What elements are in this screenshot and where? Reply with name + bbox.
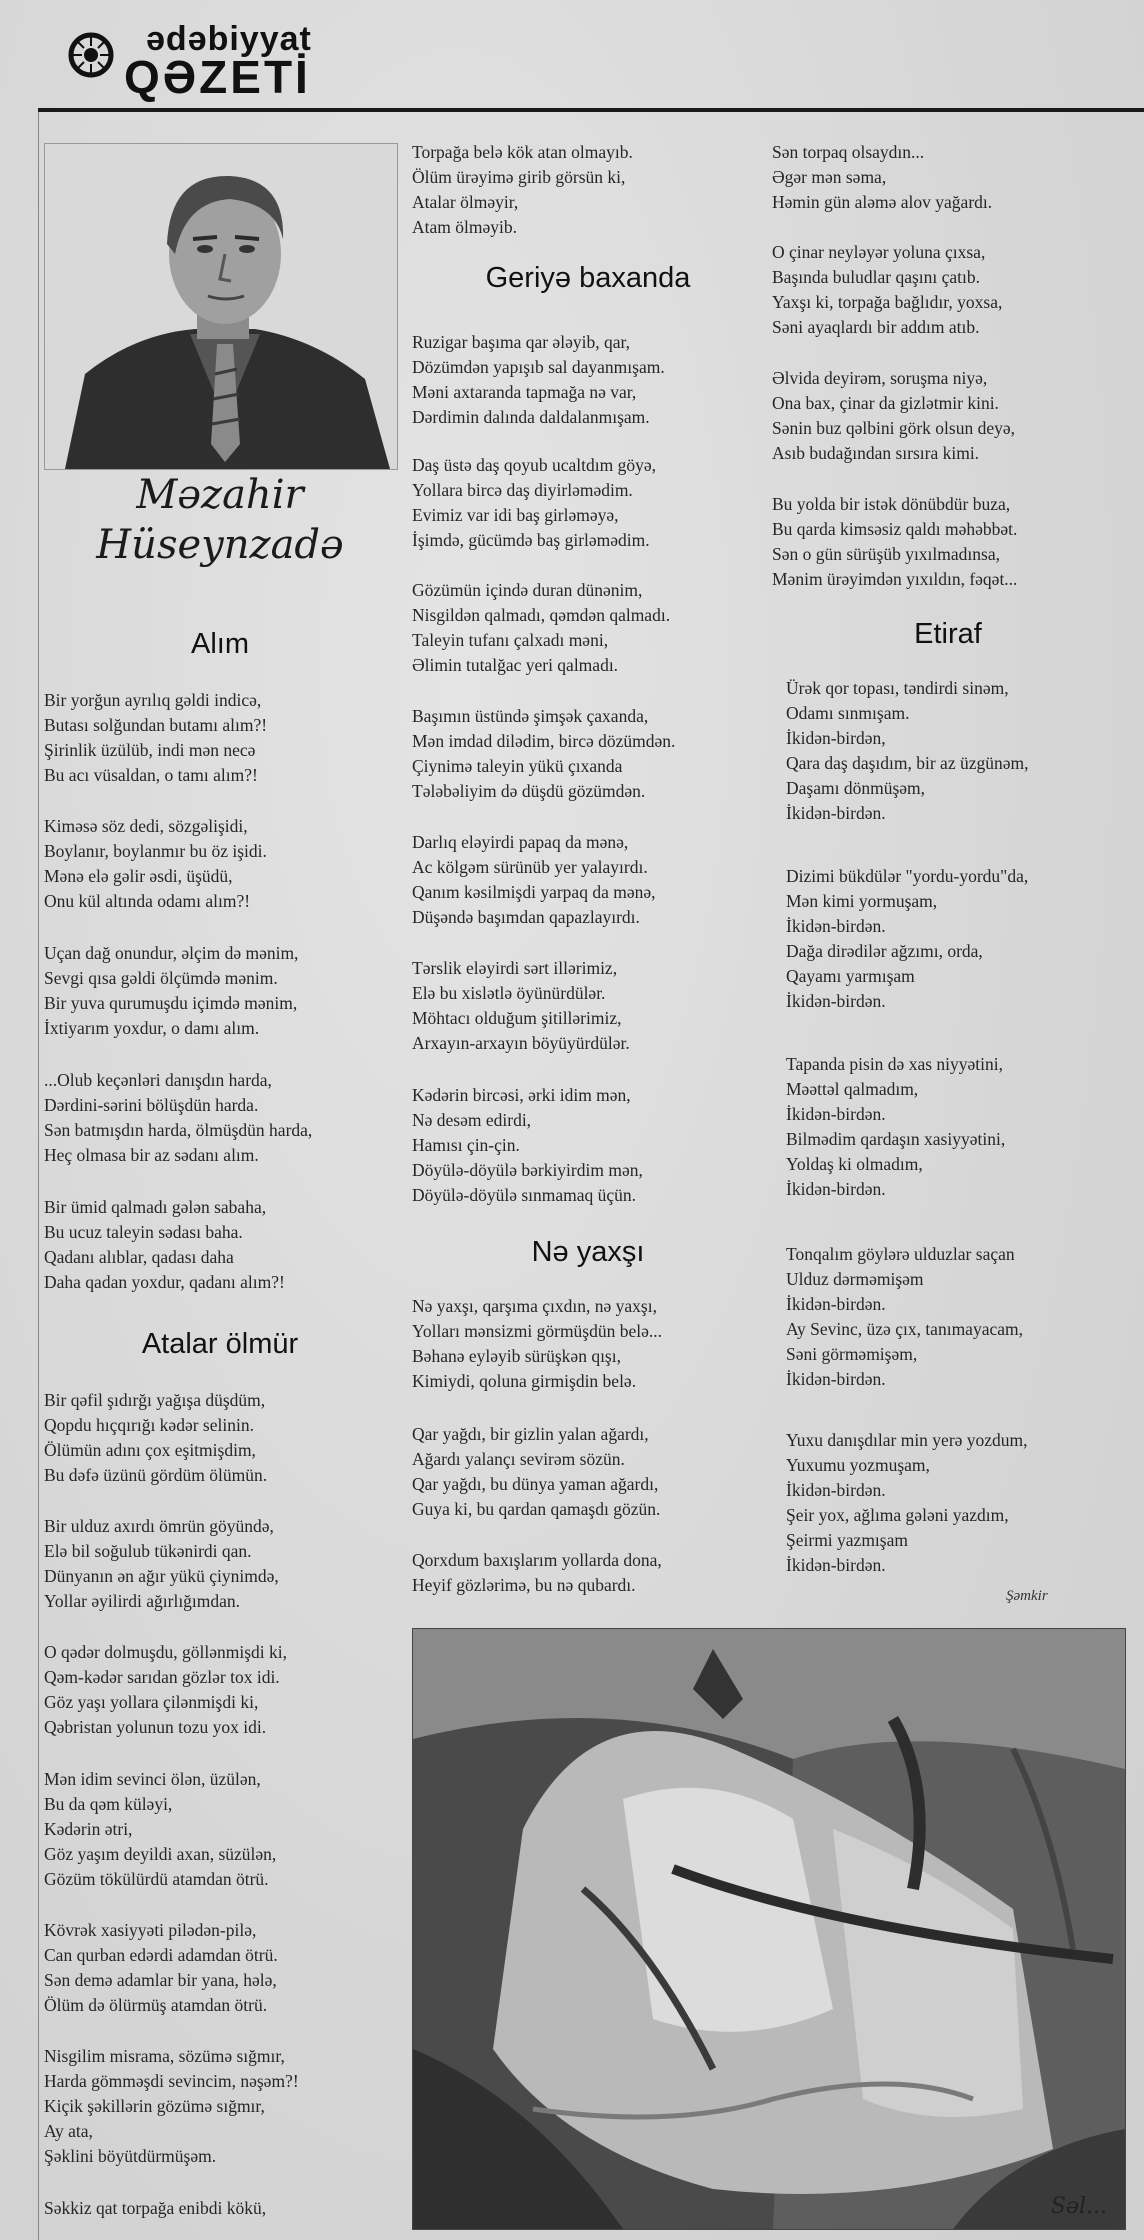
abstract-painting-image xyxy=(412,1628,1126,2230)
stanza: Uçan dağ onundur, əlçim də mənim, Sevgi qısa gəldi ölçümdə mənim. Bir yuva qurumuşdu içimdə mənim, İxtiyarım yoxdur, o damı alım. xyxy=(44,943,299,1038)
poem-title-etiraf: Etiraf xyxy=(914,618,982,650)
stanza: Mən idim sevinci ölən, üzülən, Bu da qəm küləyi, Kədərin ətri, Göz yaşım deyildi axan, süzülən, Gözüm tökülürdü atamdan ötrü. xyxy=(44,1769,277,1889)
stanza: Əlvida deyirəm, soruşma niyə, Ona bax, çinar da gizlətmir kini. Sənin buz qəlbini görk olsun deyə, Asıb budağından sırsıra kimi. xyxy=(772,368,1016,463)
stanza: Səkkiz qat torpağa enibdi kökü, xyxy=(44,2198,267,2218)
stanza: Kədərin bircəsi, ərki idim mən, Nə desəm edirdi, Hamısı çin-çin. Döyülə-döyülə bərkiyirdim mən, Döyülə-döyülə sınmamaq üçün. xyxy=(412,1085,643,1205)
stanza: Dizimi bükdülər "yordu-yordu"da, Mən kimi yormuşam, İkidən-birdən. Dağa dirədilər ağzımı, orda, Qayamı yarmışam İkidən-birdən. xyxy=(786,866,1029,1011)
stanza: Başımın üstündə şimşək çaxanda, Mən imdad dilədim, bircə dözümdən. Çiynimə taleyin yükü çıxanda Tələbəliyim də düşdü gözümdən. xyxy=(412,706,676,801)
stanza: ...Olub keçənləri danışdın harda, Dərdini-sərini bölüşdün harda. Sən batmışdın harda, ölmüşdün harda, Heç olmasa bir az sədanı alım. xyxy=(44,1070,313,1165)
stanza: Nə yaxşı, qarşıma çıxdın, nə yaxşı, Yolları mənsizmi görmüşdün belə... Bəhanə eyləyib sürüşkən qışı, Kimiydi, qoluna girmişdin belə. xyxy=(412,1296,663,1391)
stanza: Bir qəfil şıdırğı yağışa düşdüm, Qopdu hıçqırığı kədər selinin. Ölümün adını çox eşitmişdim, Bu dəfə üzünü gördüm ölümün. xyxy=(44,1390,268,1485)
stanza: Qar yağdı, bir gizlin yalan ağardı, Ağardı yalançı sevirəm sözün. Qar yağdı, bu dünya yaman ağardı, Guya ki, bu qardan qamaşdı gözün. xyxy=(412,1424,661,1519)
masthead-line1: ədəbiyyat xyxy=(146,20,312,58)
stanza: Sən torpaq olsaydın... Əgər mən səma, Həmin gün aləmə alov yağardı. xyxy=(772,142,993,212)
stanza: Kiməsə söz dedi, sözgəlişidi, Boylanır, boylanmır bu öz işidi. Mənə elə gəlir əsdi, üşüdü, Onu kül altında odamı alım?! xyxy=(44,816,267,911)
stanza: Gözümün içində duran dünənim, Nisgildən qalmadı, qəmdən qalmadı. Taleyin tufanı çalxadı məni, Əlimin tutalğac yeri qalmadı. xyxy=(412,580,671,675)
stanza: Nisgilim misrama, sözümə sığmır, Harda gömməşdi sevincim, nəşəm?! Kiçik şəkillərin gözümə sığmır, Ay ata, Şəklini böyütdürmüşəm. xyxy=(44,2046,299,2166)
stanza: Yuxu danışdılar min yerə yozdum, Yuxumu yozmuşam, İkidən-birdən. Şeir yox, ağlıma gələni yazdım, Şeirmi yazmışam İkidən-birdən. xyxy=(786,1430,1028,1575)
stanza: Darlıq eləyirdi papaq da mənə, Ac kölgəm sürünüb yer yalayırdı. Qanım kəsilmişdi yarpaq da mənə, Düşəndə başımdan qapazlayırdı. xyxy=(412,832,656,927)
stanza: O qədər dolmuşdu, göllənmişdi ki, Qəm-kədər sarıdan gözlər tox idi. Göz yaşı yollara çilənmişdi ki, Qəbristan yolunun tozu yox idi. xyxy=(44,1642,288,1737)
stanza: Kövrək xasiyyəti pilədən-pilə, Can qurban edərdi adamdan ötrü. Sən demə adamlar bir yana, hələ, Ölüm də ölürmüş atamdan ötrü. xyxy=(44,1920,278,2015)
stanza: Tərslik eləyirdi sərt illərimiz, Elə bu xislətlə öyünürdülər. Möhtacı olduğum şitillərimiz, Arxayın-arxayın böyüyürdülər. xyxy=(412,958,630,1053)
stanza: Tonqalım göylərə ulduzlar saçan Ulduz dərməmişəm İkidən-birdən. Ay Sevinc, üzə çıx, tanımayacam, Səni görməmişəm, İkidən-birdən. xyxy=(786,1244,1023,1389)
author-last-name: Hüseynzadə xyxy=(96,522,344,568)
artist-signature: Səl... xyxy=(1050,2194,1107,2219)
poem-title-atalar: Atalar ölmür xyxy=(141,1328,299,1360)
poem-title-geriye: Geriyə baxanda xyxy=(485,262,691,294)
stanza: Ürək qor topası, təndirdi sinəm, Odamı sınmışam. İkidən-birdən, Qara daş daşıdım, bir az üzgünəm, Daşamı dönmüşəm, İkidən-birdən. xyxy=(786,678,1029,823)
stanza: Torpağa belə kök atan olmayıb. Ölüm ürəyimə girib görsün ki, Atalar ölməyir, Atam ölməyib. xyxy=(412,142,633,237)
stanza: Tapanda pisin də xas niyyətini, Məəttəl qalmadım, İkidən-birdən. Bilmədim qardaşın xasiyyətini, Yoldaş ki olmadım, İkidən-birdən. xyxy=(786,1054,1006,1199)
poem-title-alim: Alım xyxy=(191,628,249,660)
masthead xyxy=(58,14,318,103)
stanza: Bir ümid qalmadı gələn sabaha, Bu ucuz taleyin sədası baha. Qadanı alıblar, qadası daha Daha qadan yoxdur, qadanı alım?! xyxy=(44,1197,285,1292)
stanza: Bir yorğun ayrılıq gəldi indicə, Butası solğundan butamı alım?! Şirinlik üzülüb, indi mən necə Bu acı vüsaldan, o tamı alım?! xyxy=(44,690,268,785)
left-margin-line xyxy=(38,112,39,2240)
poem-title-neyaxsi: Nə yaxşı xyxy=(531,1236,645,1268)
stanza: Ruzigar başıma qar ələyib, qar, Dözümdən yapışıb sal dayanmışam. Məni axtaranda tapmağa nə var, Dərdimin dalında daldalanmışam. xyxy=(412,332,665,427)
stanza: O çinar neyləyər yoluna çıxsa, Başında buludlar qaşını çatıb. Yaxşı ki, torpağa bağlıdır, yoxsa, Səni ayaqlardı bir addım atıb. xyxy=(772,242,1003,337)
sunburst-emblem-icon xyxy=(64,28,118,82)
author-portrait-photo xyxy=(44,143,398,470)
stanza: Daş üstə daş qoyub ucaltdım göyə, Yollara bircə daş diyirləmədim. Evimiz var idi baş girləməyə, İşimdə, gücümdə baş girləmədim. xyxy=(412,455,656,550)
author-name xyxy=(44,470,396,570)
stanza: Qorxdum baxışlarım yollarda dona, Heyif gözlərimə, bu nə qubardı. xyxy=(412,1550,662,1595)
author-first-name: Məzahir xyxy=(136,472,304,518)
masthead-line2: QƏZETİ xyxy=(124,51,311,103)
stanza: Bu yolda bir istək dönübdür buza, Bu qarda kimsəsiz qaldı məhəbbət. Sən o gün sürüşüb yıxılmadınsa, Mənim ürəyimdən yıxıldın, fəqət... xyxy=(772,494,1018,589)
stanza: Bir ulduz axırdı ömrün göyündə, Elə bil soğulub tükənirdi qan. Dünyanın ən ağır yükü çiynimdə, Yollar əyilirdi ağırlığımdan. xyxy=(44,1516,279,1611)
signature-location: Şəmkir xyxy=(1006,1588,1048,1604)
header-rule xyxy=(38,108,1144,112)
